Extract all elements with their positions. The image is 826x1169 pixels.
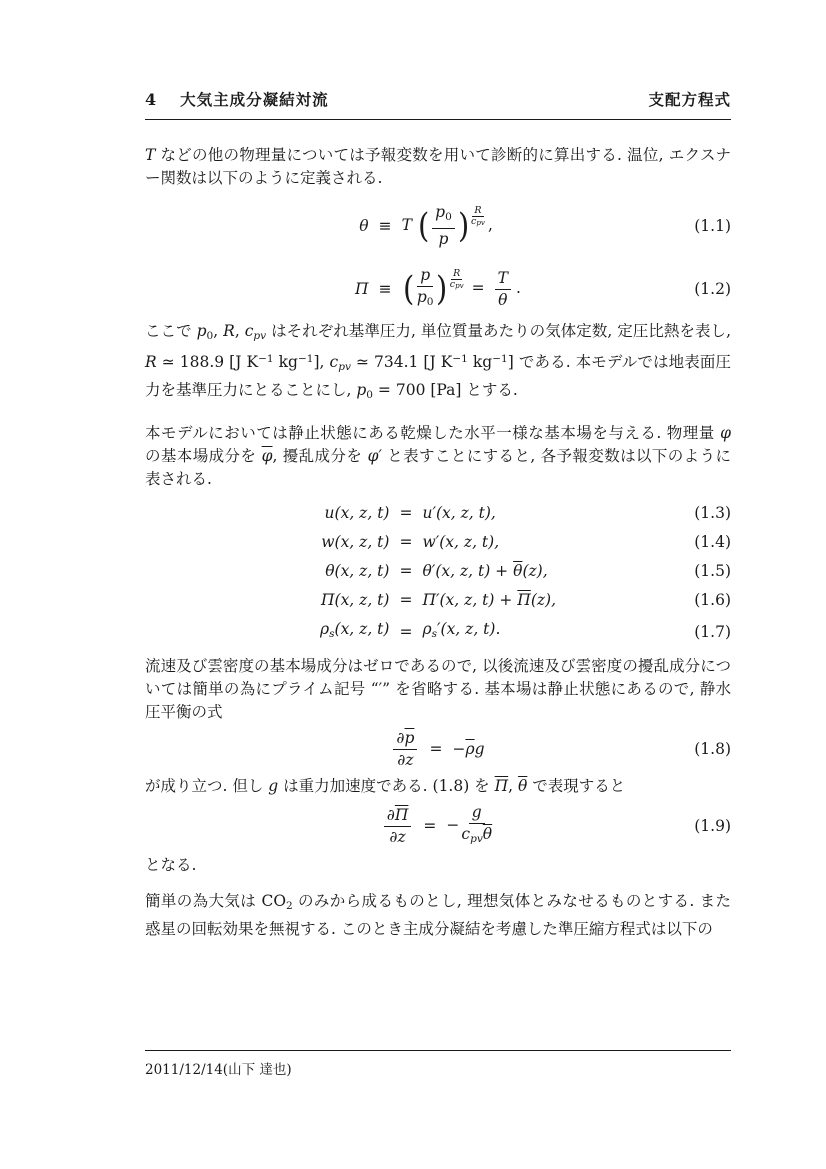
eq-1-8-lhs [391,729,419,770]
fraction-numerator [384,806,412,827]
eq-number-1-8: (1.8) [694,740,731,758]
section-title: 大気主成分凝結対流 [180,91,329,109]
subscript-pv: pv [470,833,483,845]
exponent-denominator [450,280,464,291]
eq-1-9-relation: = [423,816,437,835]
fraction-denominator: p [438,230,449,248]
eq-1-6-rhs [422,589,556,612]
paragraph-3 [145,422,731,491]
eq-1-4-rhs: w′(x, z, t), [422,533,500,551]
eq-number-1-5: (1.5) [694,562,731,580]
eq-1-5-rhs [422,560,547,583]
text-segment: R [145,353,157,371]
rho-bar: $\overline{\rho}$ [465,740,475,758]
paragraph-6 [145,854,731,877]
paragraph-7 [145,890,731,941]
eq-1-1-exponent [471,206,485,228]
paragraph-5 [145,775,731,798]
eq-1-6-relation: = [399,591,413,609]
text-segment: ≃ 188.9 [J K [156,353,259,371]
page-content [145,88,731,941]
eq-1-5-lhs: θ(x, z, t) [325,562,390,580]
equation-1-8 [145,729,731,770]
eq-1-6-rhs-part2: (z), [530,591,557,609]
text-segment: 0 [366,389,373,401]
c-symbol: c [461,825,471,843]
paragraph-4 [145,655,731,724]
minus-sign: − [452,740,466,758]
right-paren: ) [457,206,470,246]
text-segment: $\overline{\varphi}$ [261,447,273,465]
p-symbol: p [416,288,427,306]
text-segment: , [213,322,224,340]
text-segment: p [196,322,207,340]
eq-1-9-derivative [384,806,412,847]
fraction-numerator [393,729,417,750]
c-symbol: c [449,279,456,290]
text-segment: pv [253,330,267,342]
text-segment: , 擾乱成分を [272,447,368,465]
page-header [145,88,731,120]
subscript: 0 [426,296,434,308]
text-segment: ], [313,353,330,371]
c-symbol: c [471,216,477,227]
text-segment: などの他の物理量については予報変数を用いて診断的に算出する. 温位, エクスナー関数は以下のように定義される. [145,146,731,187]
text-segment: の基本場成分を [145,447,262,465]
fraction-denominator: ∂z [389,827,406,846]
fraction-numerator: p [417,266,433,287]
text-segment: −1 [297,353,314,365]
paragraph-2 [145,320,731,407]
eq-1-8-derivative [393,729,417,770]
text-segment: 簡単の為大気は CO [145,892,287,910]
eq-1-2-equals: = [471,279,485,297]
pi-bar: $\overline{\Pi}$ [394,805,409,824]
text-segment: = 700 [Pa] とする. [373,381,518,399]
text-segment: c [329,353,339,371]
text-segment: 本モデルにおいては静止状態にある乾燥した水平一様な基本場を与える. 物理量 [145,424,721,442]
eq-1-7-rhs-args: ′(x, z, t). [437,620,501,638]
text-segment: kg [273,353,298,371]
eq-1-1-fraction [432,203,455,249]
text-segment: と表すことにすると, 各予報変数は以下のように表される. [145,447,731,488]
text-segment: 0 [206,330,214,342]
text-segment: pv [338,361,351,373]
eq-1-3-rhs: u′(x, z, t), [422,504,496,522]
eq-1-1-relation: ≡ [378,216,392,235]
text-segment: ] である. 本モデルでは地表面圧力を基準圧力にとることにし, [145,353,731,399]
subscript: pv [476,218,485,227]
eq-1-6-rhs-part1: Π′(x, z, t) + [422,591,518,609]
text-segment: −1 [492,353,508,365]
footer-rule [145,1050,731,1051]
eq-1-4-relation: = [399,533,413,551]
g-symbol: g [474,740,485,758]
fraction-denominator: θ [498,290,508,309]
p-symbol: p [435,203,446,221]
text-segment: ≃ 734.1 [J K [350,353,453,371]
text-segment: R [223,322,235,340]
text-segment: ここで [145,322,197,340]
eq-1-7-lhs-args: (x, z, t) [334,620,390,638]
footer-date-author: 2011/12/14(山下 達也) [145,1062,292,1078]
pi-bar: $\overline{\Pi}$ [517,591,531,609]
fraction-numerator: T [495,269,511,290]
text-segment: 2 [286,900,293,912]
eq-1-6-lhs: Π(x, z, t) [321,591,390,609]
eq-1-5-relation: = [399,562,413,580]
text-segment: g [268,777,279,795]
eq-1-5-rhs-part2: (z), [522,562,548,580]
subscript: pv [455,281,464,290]
text-segment: で表現すると [527,777,626,795]
fraction-denominator: ∂z [397,751,414,769]
page-footer [145,1050,731,1082]
text-segment: , [508,777,519,795]
eq-1-9-rhs [446,803,494,849]
eq-number-1-9: (1.9) [694,816,731,835]
fraction-numerator [432,203,455,229]
eq-1-2-lhs: Π [355,279,369,298]
left-paren: ( [402,269,414,309]
theta-bar: $\overline{\theta}$ [482,825,493,843]
eq-1-2-punctuation: . [516,279,521,297]
eq-1-4-lhs: w(x, z, t) [321,533,390,551]
text-segment: c [244,322,254,340]
text-segment: が成り立つ. 但し [145,777,269,795]
eq-1-9-lhs [382,806,414,847]
text-segment: $\overline{\Pi}$ [494,777,509,795]
eq-number-1-4: (1.4) [694,533,731,551]
text-segment: 流速及び雲密度の基本場成分はゼロであるので, 以後流速及び雲密度の擾乱成分については簡単の為にプライム記号 “′” を省略する. 基本場は静止状態にあるので, 静水圧平衡の式 [145,657,731,721]
eq-1-8-rhs [452,738,484,761]
eq-1-7-lhs [320,618,389,646]
eq-number-1-7: (1.7) [694,622,731,641]
fraction-numerator: g [469,803,485,824]
eq-1-1-rhs [402,203,493,249]
rho-symbol: ρ [319,620,330,638]
eq-1-9-fraction [461,803,492,849]
partial-symbol: ∂ [396,729,405,747]
text-segment: は重力加速度である. (1.8) を [278,777,495,795]
text-segment: −1 [452,353,468,365]
text-segment: kg [467,353,493,371]
eq-1-7-relation: = [399,622,413,641]
p-bar: $\overline{p}$ [404,729,415,747]
eq-number-1-1: (1.1) [694,216,731,235]
equation-group-2 [145,502,731,646]
exponent-denominator [471,217,485,228]
eq-1-8-relation: = [429,740,443,758]
eq-1-1-punctuation: , [487,216,493,234]
eq-1-3-lhs: u(x, z, t) [324,504,390,522]
subscript: 0 [445,211,452,223]
eq-1-2-relation: ≡ [378,279,392,298]
fraction-denominator [417,287,434,312]
rho-symbol: ρ [422,620,432,638]
eq-1-2-rhs [402,266,521,312]
eq-1-1-coefficient: T [401,216,412,234]
eq-1-1-lhs: θ [359,216,369,235]
equation-1-9 [145,803,731,849]
paragraph-1 [145,144,731,190]
text-segment: はそれぞれ基準圧力, 単位質量あたりの気体定数, 定圧比熱を表し, [266,322,731,340]
text-segment: φ′ [367,447,382,465]
text-segment: p [356,381,367,399]
text-segment: T [145,146,156,164]
eq-number-1-2: (1.2) [694,279,731,298]
equation-group-1 [145,203,731,312]
text-segment: のみから成るものとし, 理想気体とみなせるものとする. また惑星の回転効果を無視する. このとき主成分凝結を考慮した準圧縮方程式は以下の [145,892,731,938]
text-segment: , [234,322,245,340]
exponent-numerator: R [474,205,482,216]
eq-1-7-rhs [422,618,500,646]
eq-1-2-fraction-2 [495,269,511,310]
partial-symbol: ∂ [386,805,395,824]
eq-1-2-fraction [417,266,434,312]
text-segment: −1 [258,353,274,365]
exponent-numerator: R [453,268,461,279]
eq-1-2-exponent [450,269,464,291]
fraction-denominator [461,824,492,849]
eq-1-3-relation: = [399,504,413,522]
left-paren: ( [417,206,430,246]
running-title: 支配方程式 [648,91,731,109]
text-segment: $\overline{\theta}$ [518,777,528,795]
subscript-s: s [329,628,335,640]
text-segment: φ [720,424,731,442]
minus-sign: − [446,816,460,834]
text-segment: となる. [145,856,197,874]
eq-number-1-6: (1.6) [694,591,731,609]
right-paren: ) [436,269,448,309]
subscript-s: s [431,628,437,640]
eq-number-1-3: (1.3) [694,504,731,522]
page-number: 4 [145,90,157,109]
theta-bar: $\overline{\theta}$ [513,562,523,580]
eq-1-5-rhs-part1: θ′(x, z, t) + [422,562,514,580]
